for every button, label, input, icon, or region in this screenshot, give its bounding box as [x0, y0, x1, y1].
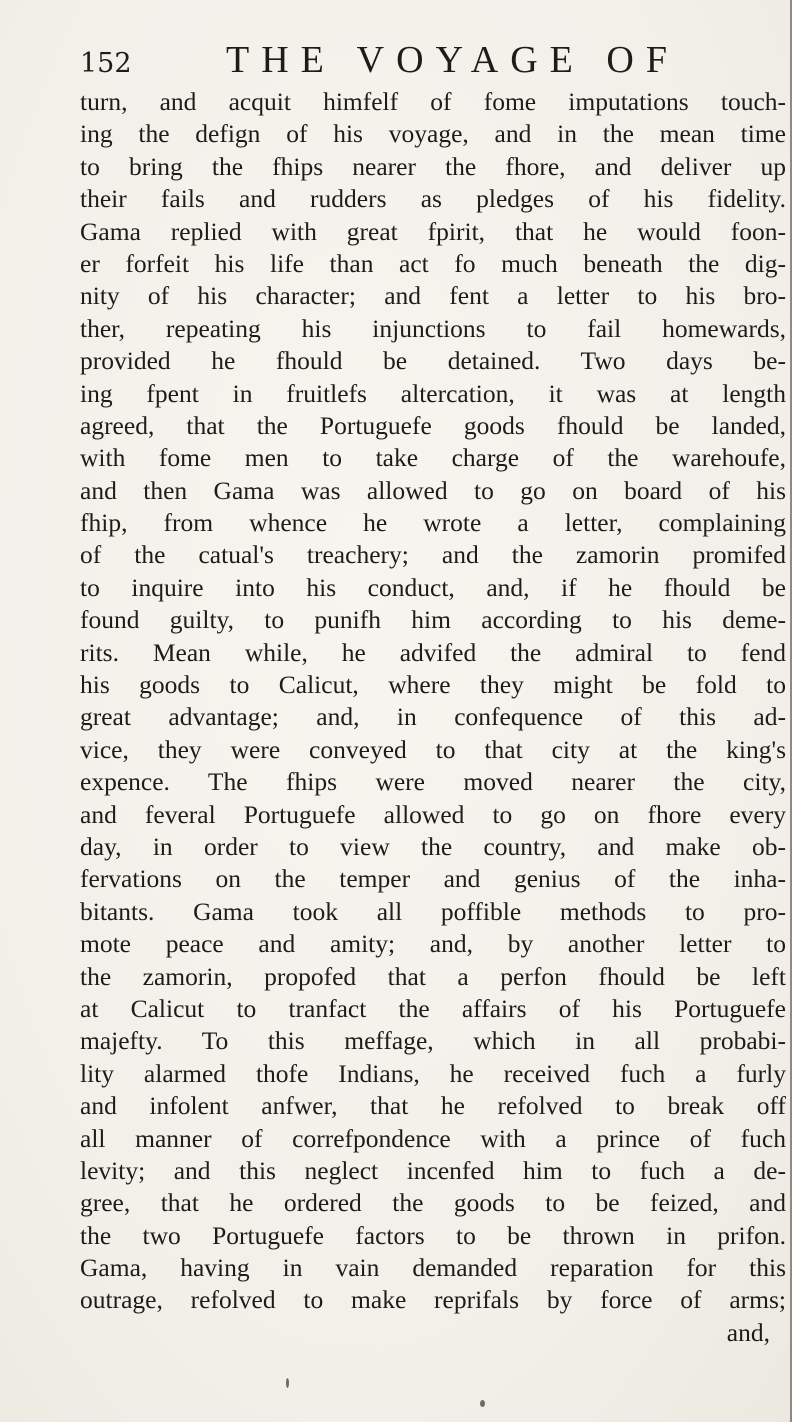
body-text: [80, 86, 786, 1349]
text-line: ing the defign of his voyage, and in the mean time: [80, 119, 786, 149]
text-line: bitants. Gama took all poffible methods to pro-: [80, 896, 786, 926]
text-line: to inquire into his conduct, and, if he fhould be: [80, 572, 786, 602]
text-line: found guilty, to punifh him according to his deme-: [80, 605, 786, 635]
text-line: Gama, having in vain demanded reparation for this: [80, 1253, 786, 1283]
text-line: lity alarmed thofe Indians, he received fuch a furly: [80, 1058, 786, 1088]
text-line: rits. Mean while, he advifed the admiral to fend: [80, 637, 786, 667]
text-line: their fails and rudders as pledges of his fidelity.: [80, 184, 786, 214]
text-line: expence. The fhips were moved nearer the city,: [80, 767, 786, 797]
page-header: [80, 38, 679, 88]
running-head: THE VOYAGE OF: [226, 39, 679, 81]
text-line: ing fpent in fruitlefs altercation, it was at length: [80, 378, 786, 408]
text-line: agreed, that the Portuguefe goods fhould be landed,: [80, 410, 786, 440]
catchword: and,: [726, 1317, 770, 1347]
text-line: mote peace and amity; and, by another letter to: [80, 929, 786, 959]
text-line: majefty. To this meffage, which in all probabi-: [80, 1026, 786, 1056]
page-number: 152: [80, 48, 132, 79]
text-line: the two Portuguefe factors to be thrown in prifon.: [80, 1220, 786, 1250]
text-line: at Calicut to tranfact the affairs of his Portuguefe: [80, 993, 786, 1023]
text-line: and then Gama was allowed to go on board of his: [80, 475, 786, 505]
text-line: Gama replied with great fpirit, that he would foon-: [80, 216, 786, 246]
text-line: levity; and this neglect incenfed him to fuch a de-: [80, 1155, 786, 1185]
text-line: to bring the fhips nearer the fhore, and deliver up: [80, 151, 786, 181]
text-line: er forfeit his life than act fo much beneath the dig-: [80, 248, 786, 278]
text-line: fervations on the temper and genius of the inha-: [80, 864, 786, 894]
text-line: and infolent anfwer, that he refolved to break off: [80, 1091, 786, 1121]
text-line: of the catual's treachery; and the zamorin promifed: [80, 540, 786, 570]
text-line: great advantage; and, in confequence of this ad-: [80, 702, 786, 732]
page-edge-line: [790, 0, 792, 1422]
text-line: the zamorin, propofed that a perfon fhould be left: [80, 961, 786, 991]
text-line: turn, and acquit himfelf of fome imputations touch-: [80, 87, 786, 116]
text-line: ther, repeating his injunctions to fail homewards,: [80, 313, 786, 343]
ink-spot: [286, 1378, 289, 1388]
page-margin-edge: [792, 0, 800, 1422]
text-line: all manner of correfpondence with a prince of fuch: [80, 1123, 786, 1153]
text-line: fhip, from whence he wrote a letter, complaining: [80, 508, 786, 538]
text-line: vice, they were conveyed to that city at the king's: [80, 734, 786, 764]
text-line: nity of his character; and fent a letter to his bro-: [80, 281, 786, 311]
text-line: provided he fhould be detained. Two days be-: [80, 346, 786, 376]
text-line: day, in order to view the country, and make ob-: [80, 831, 786, 861]
text-line: his goods to Calicut, where they might be fold to: [80, 670, 786, 700]
text-line: outrage, refolved to make reprifals by force of arms;: [80, 1285, 786, 1315]
text-line: gree, that he ordered the goods to be feized, and: [80, 1188, 786, 1218]
text-line: and feveral Portuguefe allowed to go on fhore every: [80, 799, 786, 829]
ink-spot: [480, 1400, 485, 1407]
text-line: with fome men to take charge of the warehoufe,: [80, 443, 786, 473]
